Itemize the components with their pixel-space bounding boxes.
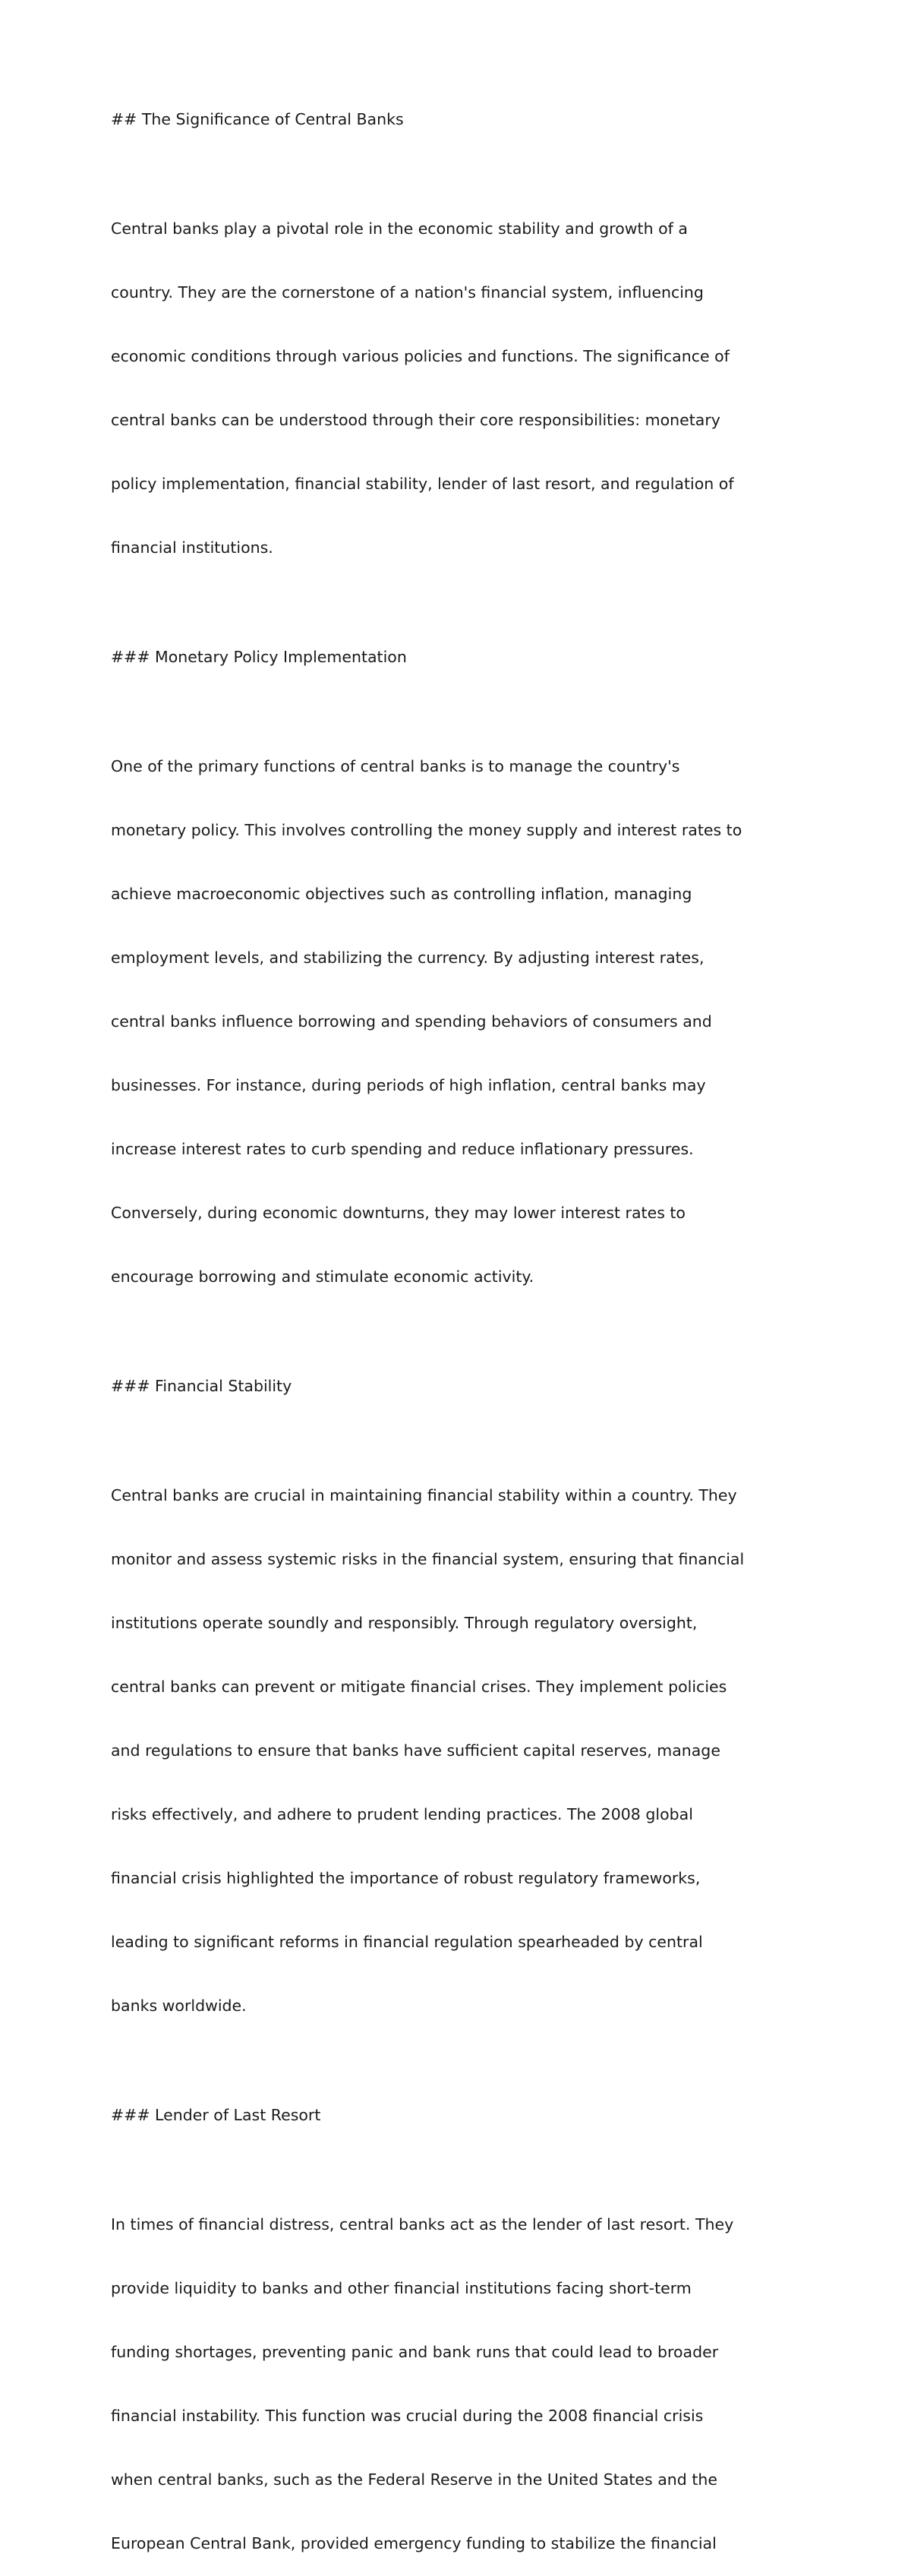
- spacer: [111, 2059, 817, 2104]
- paragraph-line: financial institutions.: [111, 538, 273, 557]
- paragraph-line: when central banks, such as the Federal Reserve in the United States and the: [111, 2470, 717, 2489]
- paragraph-line: financial crisis highlighted the importance of robust regulatory frameworks,: [111, 1869, 701, 1887]
- paragraph-line: employment levels, and stabilizing the currency. By adjusting interest rates,: [111, 949, 705, 967]
- paragraph-line: banks worldwide.: [111, 1997, 247, 2015]
- section-heading-lender-of-last-resort: ### Lender of Last Resort: [111, 2106, 321, 2124]
- paragraph-line: economic conditions through various policies and functions. The significance of: [111, 347, 730, 365]
- paragraph-line: Conversely, during economic downturns, they may lower interest rates to: [111, 1204, 686, 1222]
- section-heading-financial-stability: ### Financial Stability: [111, 1377, 292, 1395]
- paragraph-line: In times of financial distress, central banks act as the lender of last resort. They: [111, 2215, 734, 2233]
- spacer: [111, 2126, 817, 2171]
- paragraph-line: risks effectively, and adhere to prudent lending practices. The 2008 global: [111, 1805, 693, 1823]
- spacer: [111, 1330, 817, 1375]
- paragraph-line: central banks can be understood through their core responsibilities: monetary: [111, 411, 720, 429]
- paragraph-line: European Central Bank, provided emergency funding to stabilize the financial: [111, 2534, 717, 2552]
- paragraph-line: encourage borrowing and stimulate economic activity.: [111, 1267, 534, 1286]
- paragraph-line: One of the primary functions of central banks is to manage the country's: [111, 757, 680, 775]
- spacer: [111, 1397, 817, 1442]
- document-title: ## The Significance of Central Banks: [111, 110, 404, 128]
- spacer: [111, 668, 817, 713]
- paragraph-line: monetary policy. This involves controlling the money supply and interest rates to: [111, 821, 742, 839]
- section-paragraph-financial-stability: [111, 1442, 817, 2059]
- paragraph-line: increase interest rates to curb spending and reduce inflationary pressures.: [111, 1140, 694, 1158]
- section-paragraph-monetary-policy: [111, 713, 817, 1330]
- paragraph-line: Central banks play a pivotal role in the economic stability and growth of a: [111, 219, 688, 238]
- paragraph-line: financial instability. This function was crucial during the 2008 financial crisis: [111, 2407, 704, 2425]
- paragraph-line: provide liquidity to banks and other financial institutions facing short-term: [111, 2279, 692, 2297]
- paragraph-line: Central banks are crucial in maintaining financial stability within a country. They: [111, 1486, 737, 1504]
- paragraph-line: country. They are the cornerstone of a nation's financial system, influencing: [111, 283, 704, 301]
- spacer: [111, 601, 817, 646]
- intro-paragraph: [111, 175, 817, 601]
- paragraph-line: businesses. For instance, during periods of high inflation, central banks may: [111, 1076, 706, 1094]
- paragraph-line: funding shortages, preventing panic and bank runs that could lead to broader: [111, 2343, 719, 2361]
- paragraph-line: central banks can prevent or mitigate financial crises. They implement policies: [111, 1678, 727, 1696]
- paragraph-line: and regulations to ensure that banks have sufficient capital reserves, manage: [111, 1741, 720, 1760]
- paragraph-line: leading to significant reforms in financial regulation spearheaded by central: [111, 1933, 703, 1951]
- document-page: [111, 109, 817, 2576]
- paragraph-line: achieve macroeconomic objectives such as controlling inflation, managing: [111, 885, 692, 903]
- section-heading-monetary-policy: ### Monetary Policy Implementation: [111, 648, 407, 666]
- paragraph-line: policy implementation, financial stability, lender of last resort, and regulation of: [111, 475, 734, 493]
- section-paragraph-lender-of-last-resort: [111, 2171, 817, 2576]
- spacer: [111, 130, 817, 175]
- paragraph-line: central banks influence borrowing and spending behaviors of consumers and: [111, 1012, 712, 1031]
- paragraph-line: monitor and assess systemic risks in the financial system, ensuring that financial: [111, 1550, 745, 1568]
- paragraph-line: institutions operate soundly and responsibly. Through regulatory oversight,: [111, 1614, 698, 1632]
